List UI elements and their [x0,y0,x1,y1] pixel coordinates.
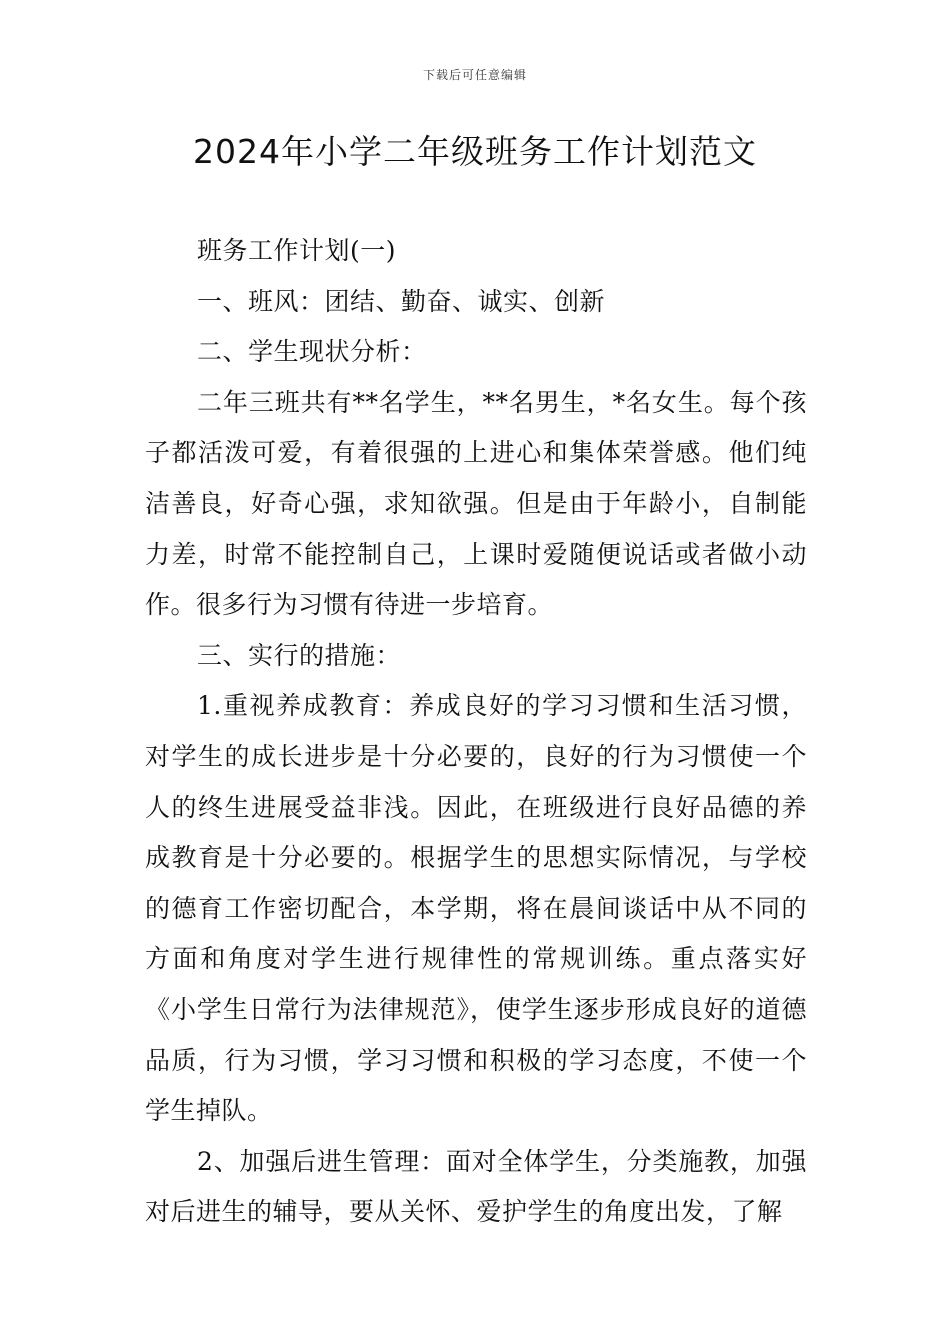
paragraph-habit-education: 1.重视养成教育：养成良好的学习习惯和生活习惯，对学生的成长进步是十分必要的，良好的行为习惯使一个人的终生进展受益非浅。因此，在班级进行良好品德的养成教育是十分必要的。根据学生的思想实际情况，与学校的德育工作密切配合，本学期，将在晨间谈话中从不同的方面和角度对学生进行规律性的常规训练。重点落实好《小学生日常行为法律规范》，使学生逐步形成良好的道德品质，行为习惯，学习习惯和积极的学习态度，不使一个学生掉队。 [145,691,807,1126]
header-note: 下载后可任意编辑 [422,68,527,82]
paragraph-student-analysis: 二年三班共有**名学生，**名男生，*名女生。每个孩子都活泼可爱，有着很强的上进心和集体荣誉感。他们纯洁善良，好奇心强，求知欲强。但是由于年龄小，自制能力差，时常不能控制自己，上课时爱随便说话或者做小动作。很多行为习惯有待进一步培育。 [145,387,807,620]
document-body [145,226,807,1238]
document-title: 2024年小学二年级班务工作计划范文 [193,132,757,171]
paragraph-class-motto: 一、班风：团结、勤奋、诚实、创新 [197,286,606,316]
paragraph-measures-heading: 三、实行的措施： [197,640,402,670]
paragraph-underachiever-management: 2、加强后进生管理：面对全体学生，分类施教，加强对后进生的辅导，要从关怀、爱护学生的角度出发，了解 [145,1146,807,1227]
paragraph-analysis-heading: 二、学生现状分析： [197,337,427,367]
paragraph-plan-heading: 班务工作计划(一) [197,236,397,265]
